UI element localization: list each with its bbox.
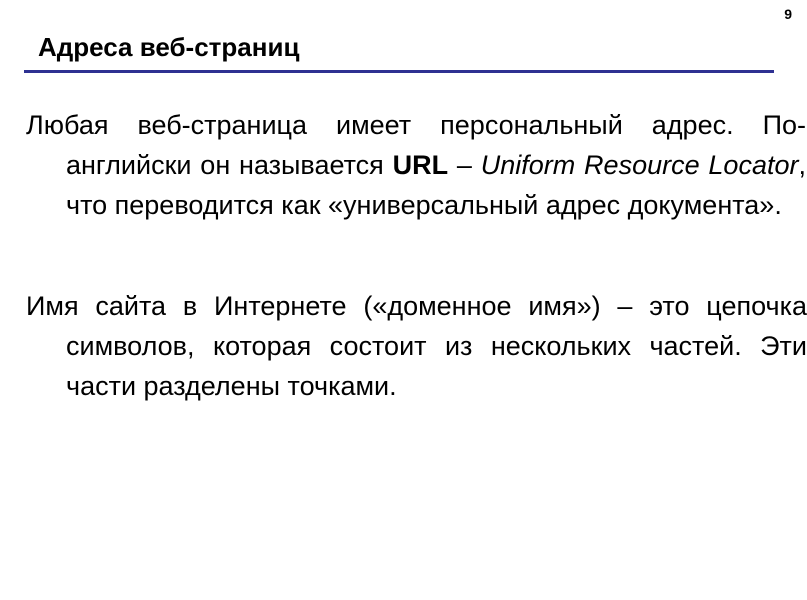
paragraph-url-dash: – [448, 150, 481, 180]
paragraph-url [26, 105, 806, 225]
slide-number: 9 [784, 6, 792, 22]
title-underline [24, 70, 774, 73]
url-expansion: Uniform Resource Locator [480, 150, 799, 180]
slide-title: Адреса веб-страниц [38, 32, 300, 62]
paragraph-url-text-b: , что переводится как «универсальный адрес документа». [66, 150, 806, 220]
url-abbreviation: URL [392, 150, 449, 180]
paragraph-url-text-a: Любая веб-страница имеет персональный адрес. По-английски он называется [26, 110, 806, 180]
paragraph-domain-name: Имя сайта в Интернете («доменное имя») – это цепочка символов, которая состоит из нескольких частей. Эти части разделены точками. [26, 291, 807, 401]
